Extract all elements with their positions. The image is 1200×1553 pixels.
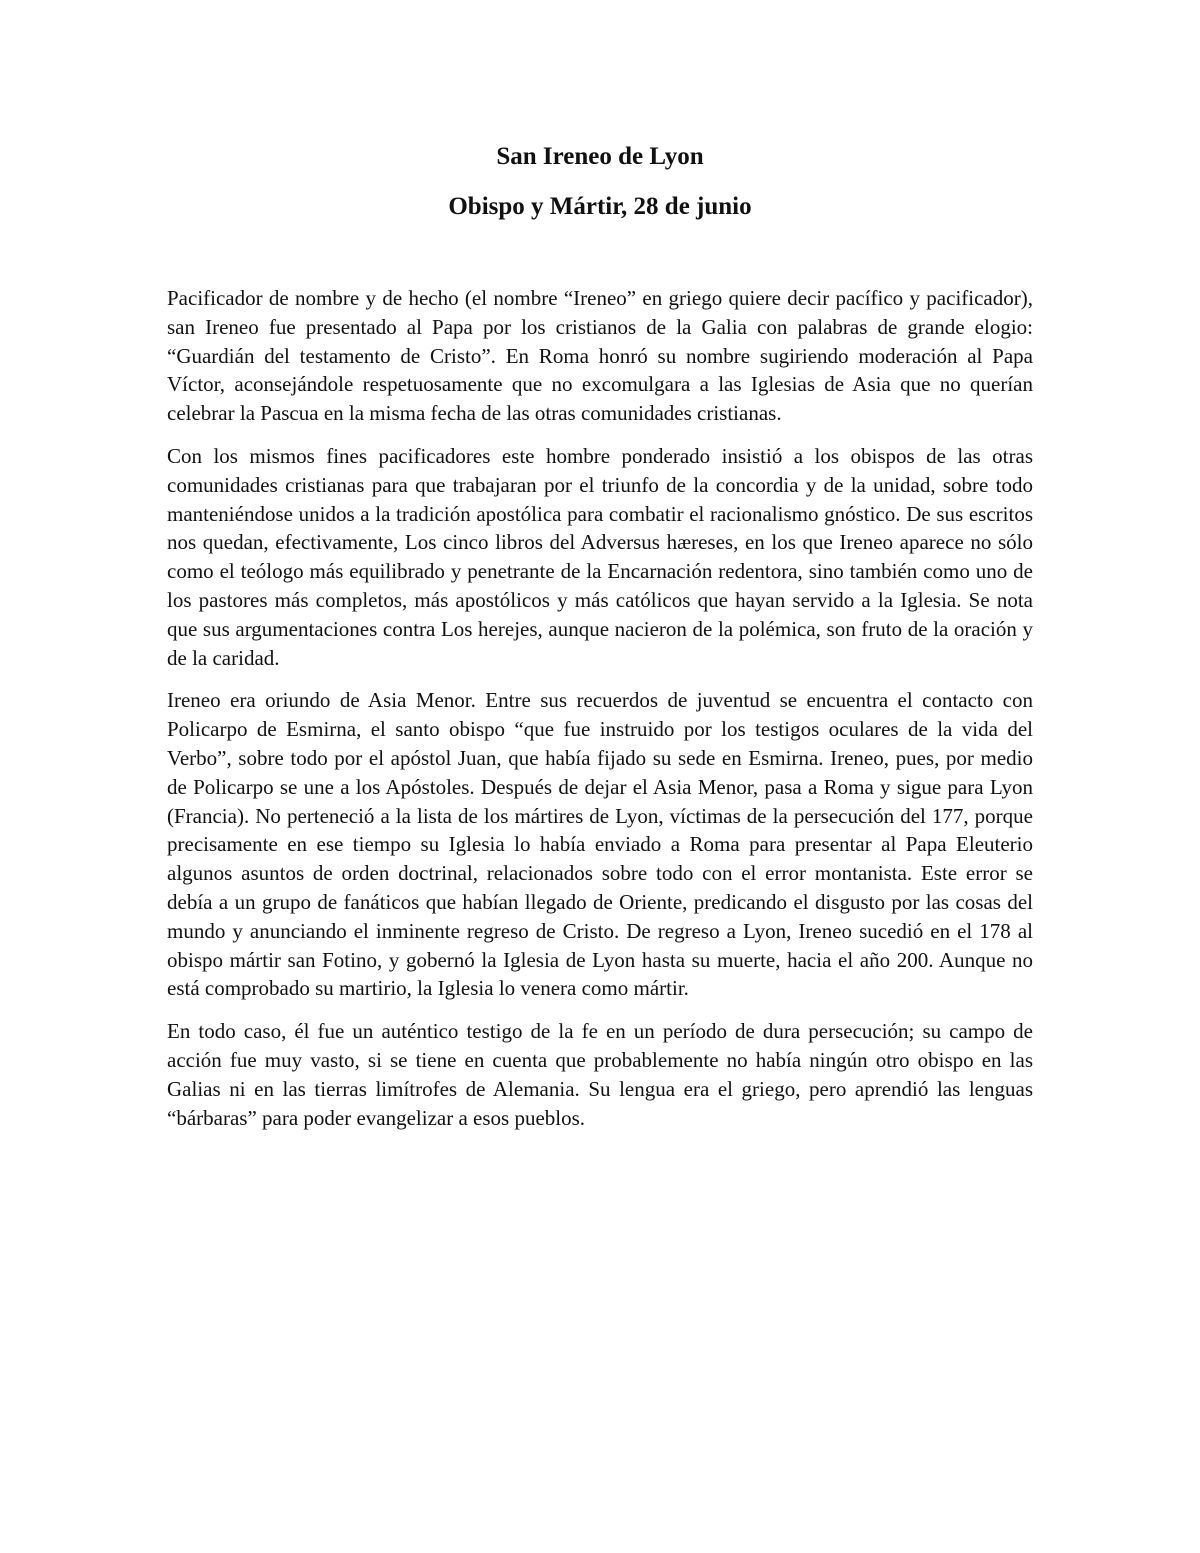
document-title: San Ireneo de Lyon [496, 143, 704, 170]
paragraph: Pacificador de nombre y de hecho (el nombre “Ireneo” en griego quiere decir pacífico y pacificador), san Ireneo fue presentado al Papa por los cristianos de la Galia con palabras de grande elogio: “Guardián del testamento de Cristo”. En Roma honró su nombre sugiriendo moderación al Papa Víctor, aconsejándole respetuosamente que no excomulgara a las Iglesias de Asia que no querían celebrar la Pascua en la misma fecha de las otras comunidades cristianas. [167, 286, 1033, 426]
paragraph: En todo caso, él fue un auténtico testigo de la fe en un período de dura persecución; su campo de acción fue muy vasto, si se tiene en cuenta que probablemente no había ningún otro obispo en las Galias ni en las tierras limítrofes de Alemania. Su lengua era el griego, pero aprendió las lenguas “bárbaras” para poder evangelizar a esos pueblos. [167, 1019, 1033, 1130]
paragraph: Con los mismos fines pacificadores este hombre ponderado insistió a los obispos de las otras comunidades cristianas para que trabajaran por el triunfo de la concordia y de la unidad, sobre todo manteniéndose unidos a la tradición apostólica para combatir el racionalismo gnóstico. De sus escritos nos quedan, efectivamente, Los cinco libros del Adversus hæreses, en los que Ireneo aparece no sólo como el teólogo más equilibrado y penetrante de la Encarnación redentora, sino también como uno de los pastores más completos, más apostólicos y más católicos que hayan servido a la Iglesia. Se nota que sus argumentaciones contra Los herejes, aunque nacieron de la polémica, son fruto de la oración y de la caridad. [167, 443, 1033, 670]
paragraph: Ireneo era oriundo de Asia Menor. Entre sus recuerdos de juventud se encuentra el contacto con Policarpo de Esmirna, el santo obispo “que fue instruido por los testigos oculares de la vida del Verbo”, sobre todo por el apóstol Juan, que había fijado su sede en Esmirna. Ireneo, pues, por medio de Policarpo se une a los Apóstoles. Después de dejar el Asia Menor, pasa a Roma y sigue para Lyon (Francia). No perteneció a la lista de los mártires de Lyon, víctimas de la persecución del 177, porque precisamente en ese tiempo su Iglesia lo había enviado a Roma para presentar al Papa Eleuterio algunos asuntos de orden doctrinal, relacionados sobre todo con el error montanista. Este error se debía a un grupo de fanáticos que habían llegado de Oriente, predicando el disgusto por las cosas del mundo y anunciando el inminente regreso de Cristo. De regreso a Lyon, Ireneo sucedió en el 178 al obispo mártir san Fotino, y gobernó la Iglesia de Lyon hasta su muerte, hacia el año 200. Aunque no está comprobado su martirio, la Iglesia lo venera como mártir. [167, 688, 1033, 1001]
document-subtitle: Obispo y Mártir, 28 de junio [448, 193, 752, 220]
document-body [167, 284, 1033, 1146]
